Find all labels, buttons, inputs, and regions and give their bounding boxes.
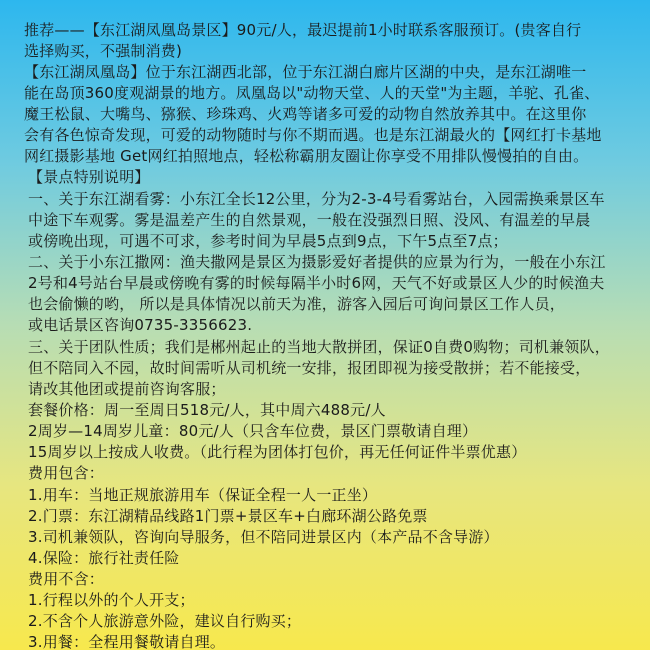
text-line: 请改其他团或提前咨询客服；: [28, 380, 226, 398]
includes-item: 2.门票：东江湖精品线路1门票+景区车+白廊环湖公路免票: [28, 507, 428, 525]
excludes-item: 1.行程以外的个人开支；: [28, 591, 195, 609]
text-line: 但不陪同入不园，故时间需听从司机统一安排，报团即视为接受散拼；若不能接受，: [28, 359, 591, 377]
text-line: 也会偷懒的哟， 所以是具体情况以前天为准，游客入园后可询问景区工作人员，: [28, 295, 565, 313]
includes-item: 1.用车：当地正规旅游用车（保证全程一人一正坐）: [28, 486, 378, 504]
text-line: 2号和4号站台早晨或傍晚有雾的时候每隔半小时6网，天气不好或景区人少的时候渔夫: [28, 274, 605, 292]
text-line: 推荐——【东江湖凤凰岛景区】90元/人，最迟提前1小时联系客服预订。(贵客自行: [24, 21, 582, 39]
text-line: 三、关于团队性质；我们是郴州起止的当地大散拼团，保证0自费0购物；司机兼领队，: [28, 338, 610, 356]
section-heading: 【景点特别说明】: [28, 168, 150, 186]
text-line: 会有各色惊奇发现，可爱的动物随时与你不期而遇。也是东江湖最火的【网红打卡基地: [24, 126, 602, 144]
text-line: 【东江湖凤凰岛】位于东江湖西北部，位于东江湖白廊片区湖的中央，是东江湖唯一: [24, 63, 587, 81]
text-line: 魔王松鼠、大嘴鸟、猕猴、珍珠鸡、火鸡等诸多可爱的动物自然放养其中。在这里你: [24, 105, 587, 123]
excludes-item: 3.用餐：全程用餐敬请自理。: [28, 633, 226, 650]
text-line: 15周岁以上按成人收费。（此行程为团体打包价，再无任何证件半票优惠）: [28, 443, 527, 461]
excludes-heading: 费用不含：: [28, 570, 105, 588]
contact-phone-line: 或电话景区咨询0735-3356623.: [28, 316, 253, 334]
includes-item: 3.司机兼领队，咨询向导服务，但不陪同进景区内（本产品不含导游）: [28, 528, 499, 546]
text-line: 中途下车观雾。雾是温差产生的自然景观，一般在没强烈日照、没风、有温差的早晨: [28, 211, 591, 229]
excludes-item: 2.不含个人旅游意外险，建议自行购买；: [28, 612, 302, 630]
text-line: 或傍晚出现，可遇不可求，参考时间为早晨5点到9点，下午5点至7点；: [28, 232, 508, 250]
price-line: 套餐价格：周一至周日518元/人，其中周六488元/人: [28, 401, 386, 419]
text-line: 选择购买，不强制消费): [24, 42, 183, 60]
text-line: 二、关于小东江撒网：渔夫撒网是景区为摄影爱好者提供的应景为行为，一般在小东江: [28, 253, 606, 271]
child-price-line: 2周岁—14周岁儿童：80元/人（只含车位费，景区门票敬请自理）: [28, 422, 478, 440]
text-line: 网红摄影基地 Get网红拍照地点，轻松称霸朋友圈让你享受不用排队慢慢拍的自由。: [24, 147, 589, 165]
includes-item: 4.保险：旅行社责任险: [28, 549, 180, 567]
includes-heading: 费用包含：: [28, 464, 105, 482]
text-line: 一、关于东江湖看雾：小东江全长12公里，分为2-3-4号看雾站台，入园需换乘景区车: [28, 190, 605, 208]
text-line: 能在岛顶360度观湖景的地方。凤凰岛以"动物天堂、人的天堂"为主题，羊驼、孔雀、: [24, 84, 600, 102]
